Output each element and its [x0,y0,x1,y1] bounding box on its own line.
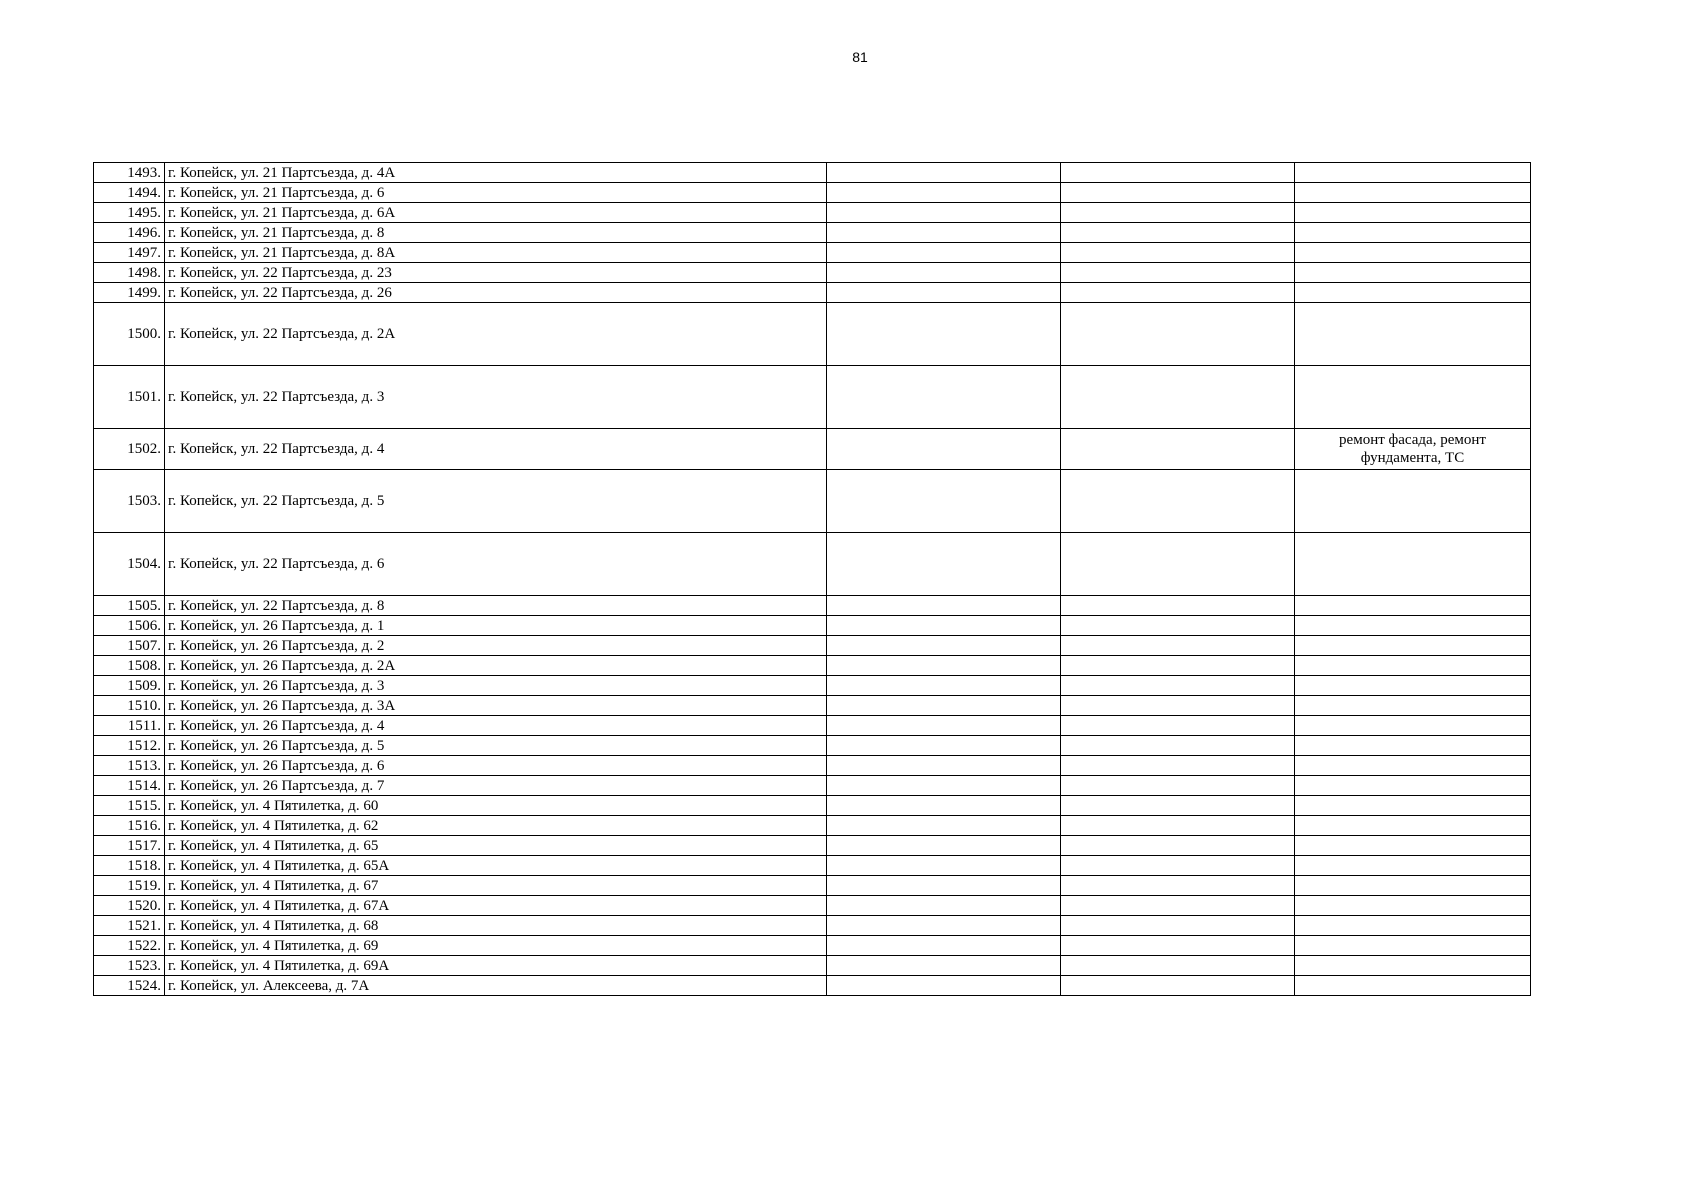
column-3-cell [827,716,1061,736]
table-row [94,533,1531,596]
column-3-cell [827,429,1061,470]
column-3-cell [827,916,1061,936]
row-number-cell: 1493. [94,163,165,183]
row-number-cell: 1506. [94,616,165,636]
work-type-cell [1295,616,1531,636]
column-3-cell [827,876,1061,896]
work-type-cell [1295,263,1531,283]
table-row [94,616,1531,636]
row-number-cell: 1507. [94,636,165,656]
column-3-cell [827,656,1061,676]
work-type-cell [1295,303,1531,366]
column-3-cell [827,956,1061,976]
column-4-cell [1061,470,1295,533]
row-number-cell: 1503. [94,470,165,533]
table-row [94,243,1531,263]
work-type-cell [1295,736,1531,756]
work-type-cell [1295,470,1531,533]
row-number-cell: 1515. [94,796,165,816]
column-4-cell [1061,816,1295,836]
column-3-cell [827,936,1061,956]
row-number-cell: 1509. [94,676,165,696]
column-4-cell [1061,976,1295,996]
column-3-cell [827,303,1061,366]
column-4-cell [1061,796,1295,816]
work-type-cell [1295,696,1531,716]
column-4-cell [1061,876,1295,896]
address-cell: г. Копейск, ул. 26 Партсъезда, д. 6 [165,756,827,776]
column-4-cell [1061,776,1295,796]
table-row [94,916,1531,936]
row-number-cell: 1522. [94,936,165,956]
row-number-cell: 1519. [94,876,165,896]
column-3-cell [827,756,1061,776]
work-type-cell [1295,836,1531,856]
address-cell: г. Копейск, ул. 4 Пятилетка, д. 62 [165,816,827,836]
table-row [94,876,1531,896]
work-type-cell [1295,636,1531,656]
row-number-cell: 1516. [94,816,165,836]
address-cell: г. Копейск, ул. 22 Партсъезда, д. 26 [165,283,827,303]
column-4-cell [1061,283,1295,303]
column-4-cell [1061,429,1295,470]
column-4-cell [1061,533,1295,596]
column-3-cell [827,856,1061,876]
column-3-cell [827,636,1061,656]
work-type-cell [1295,756,1531,776]
work-type-cell [1295,776,1531,796]
column-3-cell [827,366,1061,429]
column-3-cell [827,776,1061,796]
column-4-cell [1061,223,1295,243]
table-row [94,183,1531,203]
address-cell: г. Копейск, ул. 4 Пятилетка, д. 65 [165,836,827,856]
work-type-cell [1295,656,1531,676]
column-4-cell [1061,656,1295,676]
column-4-cell [1061,916,1295,936]
table-row [94,303,1531,366]
row-number-cell: 1521. [94,916,165,936]
column-4-cell [1061,183,1295,203]
row-number-cell: 1517. [94,836,165,856]
column-4-cell [1061,203,1295,223]
address-cell: г. Копейск, ул. 4 Пятилетка, д. 68 [165,916,827,936]
work-type-cell [1295,533,1531,596]
table-row [94,896,1531,916]
table-row [94,796,1531,816]
column-3-cell [827,470,1061,533]
address-cell: г. Копейск, ул. 26 Партсъезда, д. 5 [165,736,827,756]
table-row [94,366,1531,429]
address-cell: г. Копейск, ул. 22 Партсъезда, д. 23 [165,263,827,283]
registry-table-body [94,163,1531,996]
address-cell: г. Копейск, ул. 26 Партсъезда, д. 3А [165,696,827,716]
address-cell: г. Копейск, ул. 4 Пятилетка, д. 69 [165,936,827,956]
table-row [94,956,1531,976]
table-row [94,223,1531,243]
column-3-cell [827,816,1061,836]
address-cell: г. Копейск, ул. 21 Партсъезда, д. 8А [165,243,827,263]
address-cell: г. Копейск, ул. 22 Партсъезда, д. 8 [165,596,827,616]
row-number-cell: 1502. [94,429,165,470]
column-3-cell [827,203,1061,223]
address-cell: г. Копейск, ул. Алексеева, д. 7А [165,976,827,996]
work-type-cell [1295,596,1531,616]
table-row [94,936,1531,956]
column-4-cell [1061,956,1295,976]
table-row [94,736,1531,756]
work-type-cell [1295,796,1531,816]
address-cell: г. Копейск, ул. 26 Партсъезда, д. 1 [165,616,827,636]
column-3-cell [827,243,1061,263]
column-4-cell [1061,243,1295,263]
address-cell: г. Копейск, ул. 21 Партсъезда, д. 4А [165,163,827,183]
column-4-cell [1061,163,1295,183]
work-type-cell [1295,366,1531,429]
table-row [94,263,1531,283]
row-number-cell: 1523. [94,956,165,976]
column-4-cell [1061,756,1295,776]
work-type-cell [1295,203,1531,223]
column-4-cell [1061,896,1295,916]
row-number-cell: 1518. [94,856,165,876]
column-4-cell [1061,616,1295,636]
table-row [94,656,1531,676]
housing-registry-table [93,162,1531,996]
column-4-cell [1061,936,1295,956]
column-3-cell [827,616,1061,636]
table-row [94,976,1531,996]
table-row [94,596,1531,616]
row-number-cell: 1504. [94,533,165,596]
table-row [94,716,1531,736]
row-number-cell: 1501. [94,366,165,429]
column-3-cell [827,836,1061,856]
address-cell: г. Копейск, ул. 26 Партсъезда, д. 3 [165,676,827,696]
row-number-cell: 1524. [94,976,165,996]
column-4-cell [1061,696,1295,716]
column-4-cell [1061,366,1295,429]
row-number-cell: 1498. [94,263,165,283]
column-4-cell [1061,263,1295,283]
column-3-cell [827,533,1061,596]
page-number: 81 [852,49,868,65]
work-type-cell [1295,243,1531,263]
address-cell: г. Копейск, ул. 26 Партсъезда, д. 7 [165,776,827,796]
column-4-cell [1061,736,1295,756]
row-number-cell: 1512. [94,736,165,756]
table-row [94,163,1531,183]
table-row [94,470,1531,533]
row-number-cell: 1510. [94,696,165,716]
work-type-cell [1295,716,1531,736]
column-3-cell [827,976,1061,996]
work-type-cell [1295,676,1531,696]
table-row [94,756,1531,776]
row-number-cell: 1513. [94,756,165,776]
address-cell: г. Копейск, ул. 21 Партсъезда, д. 6А [165,203,827,223]
row-number-cell: 1497. [94,243,165,263]
column-4-cell [1061,303,1295,366]
address-cell: г. Копейск, ул. 26 Партсъезда, д. 2А [165,656,827,676]
table-row [94,636,1531,656]
work-type-cell [1295,283,1531,303]
column-3-cell [827,596,1061,616]
work-type-cell: ремонт фасада, ремонт фундамента, ТС [1295,429,1531,470]
column-3-cell [827,283,1061,303]
table-row [94,203,1531,223]
column-4-cell [1061,596,1295,616]
column-3-cell [827,696,1061,716]
column-3-cell [827,896,1061,916]
row-number-cell: 1496. [94,223,165,243]
address-cell: г. Копейск, ул. 22 Партсъезда, д. 4 [165,429,827,470]
work-type-cell [1295,956,1531,976]
address-cell: г. Копейск, ул. 4 Пятилетка, д. 65А [165,856,827,876]
row-number-cell: 1508. [94,656,165,676]
table-row [94,776,1531,796]
column-3-cell [827,736,1061,756]
column-3-cell [827,796,1061,816]
column-3-cell [827,163,1061,183]
table-row [94,816,1531,836]
work-type-cell [1295,936,1531,956]
column-3-cell [827,676,1061,696]
address-cell: г. Копейск, ул. 22 Партсъезда, д. 6 [165,533,827,596]
address-cell: г. Копейск, ул. 4 Пятилетка, д. 67А [165,896,827,916]
work-type-cell [1295,183,1531,203]
address-cell: г. Копейск, ул. 22 Партсъезда, д. 2А [165,303,827,366]
column-3-cell [827,263,1061,283]
row-number-cell: 1511. [94,716,165,736]
row-number-cell: 1499. [94,283,165,303]
work-type-cell [1295,816,1531,836]
column-4-cell [1061,636,1295,656]
address-cell: г. Копейск, ул. 22 Партсъезда, д. 3 [165,366,827,429]
row-number-cell: 1495. [94,203,165,223]
row-number-cell: 1505. [94,596,165,616]
work-type-cell [1295,856,1531,876]
address-cell: г. Копейск, ул. 4 Пятилетка, д. 67 [165,876,827,896]
column-4-cell [1061,836,1295,856]
row-number-cell: 1494. [94,183,165,203]
address-cell: г. Копейск, ул. 26 Партсъезда, д. 4 [165,716,827,736]
table-row [94,856,1531,876]
table-row [94,676,1531,696]
address-cell: г. Копейск, ул. 26 Партсъезда, д. 2 [165,636,827,656]
table-row [94,696,1531,716]
work-type-cell [1295,163,1531,183]
work-type-cell [1295,896,1531,916]
address-cell: г. Копейск, ул. 21 Партсъезда, д. 8 [165,223,827,243]
table-row [94,283,1531,303]
column-4-cell [1061,676,1295,696]
table-row [94,836,1531,856]
work-type-cell [1295,876,1531,896]
column-4-cell [1061,856,1295,876]
table-row [94,429,1531,470]
row-number-cell: 1514. [94,776,165,796]
address-cell: г. Копейск, ул. 4 Пятилетка, д. 69А [165,956,827,976]
address-cell: г. Копейск, ул. 4 Пятилетка, д. 60 [165,796,827,816]
work-type-cell [1295,976,1531,996]
column-3-cell [827,223,1061,243]
row-number-cell: 1520. [94,896,165,916]
work-type-cell [1295,916,1531,936]
address-cell: г. Копейск, ул. 21 Партсъезда, д. 6 [165,183,827,203]
address-cell: г. Копейск, ул. 22 Партсъезда, д. 5 [165,470,827,533]
work-type-cell [1295,223,1531,243]
column-3-cell [827,183,1061,203]
row-number-cell: 1500. [94,303,165,366]
column-4-cell [1061,716,1295,736]
